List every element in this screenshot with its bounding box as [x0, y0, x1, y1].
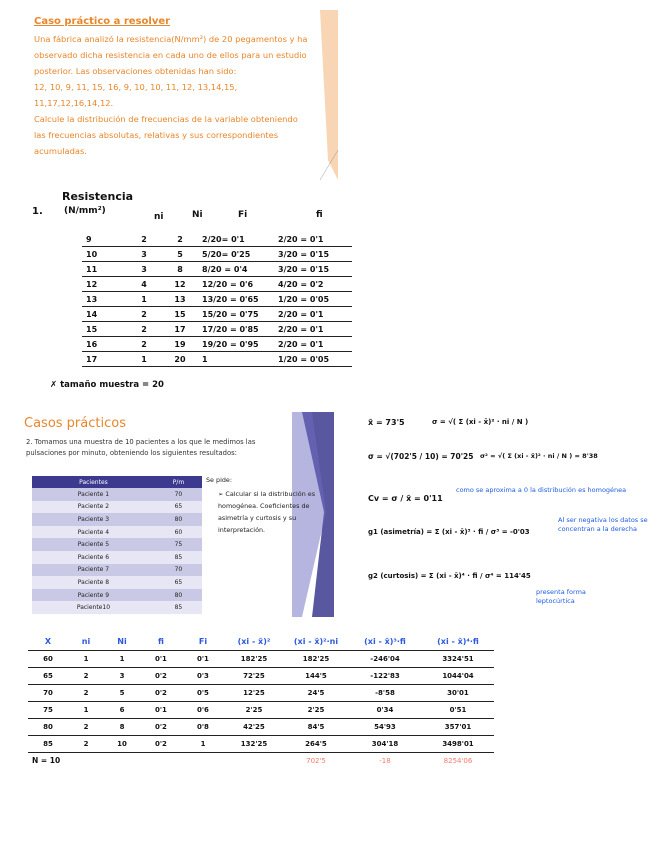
frequency-cell: 13/20 = 0'65 — [198, 292, 274, 307]
stat-cell: 0'6 — [182, 702, 224, 719]
stat-cell: 85 — [28, 736, 68, 753]
total-cell — [140, 753, 182, 770]
total-cell — [68, 753, 104, 770]
g1-formula: g1 (asimetría) = Σ (xi - x̄)³ · fi / σ³ = -0'03 — [368, 528, 530, 536]
stat-header: Fi — [182, 632, 224, 651]
stat-cell: 5 — [104, 685, 140, 702]
stat-cell: 182'25 — [284, 651, 348, 668]
patients-table — [32, 476, 202, 614]
patient-row — [32, 589, 202, 602]
slide1-line: posterior. Las observaciones obtenidas han sido: — [34, 66, 237, 76]
frequency-cell: 1/20 = 0'05 — [274, 292, 352, 307]
stat-cell: 24'5 — [284, 685, 348, 702]
stat-cell: 3 — [104, 668, 140, 685]
stat-cell: 264'5 — [284, 736, 348, 753]
frequency-cell: 19/20 = 0'95 — [198, 337, 274, 352]
frequency-cell: 11 — [82, 262, 126, 277]
pm-header: P/m — [155, 476, 202, 488]
stat-header: ni — [68, 632, 104, 651]
stat-cell: 0'3 — [182, 668, 224, 685]
frequency-cell: 2/20 = 0'1 — [274, 232, 352, 247]
stat-cell: 0'2 — [140, 685, 182, 702]
total-cell: 702'5 — [306, 757, 326, 765]
frequency-cell: 15 — [82, 322, 126, 337]
patient-name: Paciente10 — [32, 601, 155, 614]
patient-row — [32, 564, 202, 577]
stat-cell: 144'5 — [284, 668, 348, 685]
frequency-cell: 2 — [126, 322, 162, 337]
total-cell — [182, 753, 224, 770]
patient-pulse: 65 — [155, 576, 202, 589]
cv-formula: Cv = σ / x̄ = 0'11 — [368, 494, 443, 503]
stat-cell: 80 — [28, 719, 68, 736]
task-item: ➢ Calcular si la distribución es homogénea. Coeficientes de asimetría y curtosis y su interpretación. — [218, 490, 316, 534]
frequency-row — [82, 247, 352, 262]
stat-cell: 60 — [28, 651, 68, 668]
variable-label: Resistencia — [62, 190, 134, 203]
frequency-cell: 12 — [162, 277, 198, 292]
patient-row — [32, 576, 202, 589]
patient-row — [32, 601, 202, 614]
stat-cell: 54'93 — [348, 719, 422, 736]
stat-cell: 8 — [104, 719, 140, 736]
frequency-row — [82, 337, 352, 352]
patient-name: Paciente 5 — [32, 538, 155, 551]
stat-cell: 0'2 — [140, 719, 182, 736]
frequency-cell: 2 — [126, 307, 162, 322]
stat-cell: -8'58 — [348, 685, 422, 702]
stat-cell: 3324'51 — [422, 651, 494, 668]
frequency-row — [82, 277, 352, 292]
patient-name: Paciente 7 — [32, 564, 155, 577]
patient-name: Paciente 8 — [32, 576, 155, 589]
cv-note: como se aproxima a 0 la distribución es homogénea — [456, 486, 627, 494]
frequency-cell: 8 — [162, 262, 198, 277]
stat-cell: 0'2 — [140, 668, 182, 685]
total-cell — [104, 753, 140, 770]
sigma-alt: σ² = √( Σ (xi - x̄)² · ni / N ) = 8'38 — [480, 452, 598, 460]
slide2-intro: 2. Tomamos una muestra de 10 pacientes a los que le medimos las pulsaciones por minuto, obteniendo los siguientes resultados: — [26, 438, 256, 457]
n-label: N = 10 — [32, 756, 61, 765]
frequency-cell: 3/20 = 0'15 — [274, 262, 352, 277]
patient-pulse: 80 — [155, 513, 202, 526]
frequency-cell: 5 — [162, 247, 198, 262]
stat-cell: 72'25 — [224, 668, 284, 685]
stat-row — [28, 685, 494, 702]
patient-pulse: 85 — [155, 551, 202, 564]
g2-note: presenta forma leptocúrtica — [536, 588, 586, 605]
task-item-text: Calcular si la distribución es homogénea. Coeficientes de asimetría y curtosis y su interpretación. — [218, 490, 316, 534]
stat-header: Ni — [104, 632, 140, 651]
stat-cell: 0'5 — [182, 685, 224, 702]
frequency-cell: 2/20 = 0'1 — [274, 337, 352, 352]
stat-cell: 84'5 — [284, 719, 348, 736]
frequency-cell: 1 — [126, 292, 162, 307]
patient-pulse: 85 — [155, 601, 202, 614]
frequency-row — [82, 322, 352, 337]
patient-pulse: 60 — [155, 526, 202, 539]
stat-row — [28, 651, 494, 668]
sigma-calculation: σ = √(702'5 / 10) = 70'25 — [368, 452, 474, 461]
total-cell: 8254'06 — [443, 757, 473, 765]
patient-name: Paciente 3 — [32, 513, 155, 526]
frequency-cell: 5/20= 0'25 — [198, 247, 274, 262]
patient-row — [32, 513, 202, 526]
frequency-cell: 20 — [162, 352, 198, 367]
stat-cell: 2'25 — [284, 702, 348, 719]
frequency-cell: 2/20 = 0'1 — [274, 322, 352, 337]
frequency-row — [82, 292, 352, 307]
patient-pulse: 70 — [155, 488, 202, 501]
stat-cell: 357'01 — [422, 719, 494, 736]
frequency-cell: 2/20 = 0'1 — [274, 307, 352, 322]
stat-cell: 0'34 — [348, 702, 422, 719]
slide1-line: Calcule la distribución de frecuencias de la variable obteniendo — [34, 114, 298, 124]
handwritten-frequency-table — [20, 188, 380, 398]
frequency-cell: 3/20 = 0'15 — [274, 247, 352, 262]
patient-pulse: 70 — [155, 564, 202, 577]
item-number: 1. — [32, 206, 43, 217]
task-list — [206, 474, 316, 536]
slide1-line: observado dicha resistencia en cada uno de ellos para un estudio — [34, 50, 307, 60]
stat-cell: 70 — [28, 685, 68, 702]
frequency-cell: 13 — [162, 292, 198, 307]
slide1-line: 11,17,12,16,14,12. — [34, 98, 114, 108]
g1-note: Al ser negativa los datos se concentran a la derecha — [558, 516, 648, 533]
frequency-cell: 13 — [82, 292, 126, 307]
stat-row — [28, 668, 494, 685]
frequency-cell: 1/20 = 0'05 — [274, 352, 352, 367]
stat-cell: 3498'01 — [422, 736, 494, 753]
stat-cell: 12'25 — [224, 685, 284, 702]
stat-cell: 304'18 — [348, 736, 422, 753]
stat-cell: 0'1 — [182, 651, 224, 668]
slide1-text — [34, 31, 330, 159]
frequency-cell: 17/20 = 0'85 — [198, 322, 274, 337]
stat-cell: 132'25 — [224, 736, 284, 753]
frequency-cell: 14 — [82, 307, 126, 322]
stat-cell: 2 — [68, 668, 104, 685]
stat-cell: 75 — [28, 702, 68, 719]
slide1-line: acumuladas. — [34, 146, 87, 156]
frequency-cell: 12 — [82, 277, 126, 292]
stat-cell: 0'1 — [140, 651, 182, 668]
totals-row — [28, 753, 494, 770]
stat-header: (xi - x̄)² — [224, 632, 284, 651]
frequency-cell: 3 — [126, 262, 162, 277]
frequency-cell: 10 — [82, 247, 126, 262]
handwritten-statistics-table — [28, 632, 498, 765]
sample-size-text: tamaño muestra = 20 — [60, 380, 164, 390]
patient-row — [32, 501, 202, 514]
frequency-cell: 4 — [126, 277, 162, 292]
frequency-cell: 3 — [126, 247, 162, 262]
stat-row — [28, 736, 494, 753]
stat-cell: 2 — [68, 736, 104, 753]
stat-cell: 1 — [68, 651, 104, 668]
frequency-cell: 2/20= 0'1 — [198, 232, 274, 247]
slide2-title: Casos prácticos — [24, 416, 126, 431]
patient-pulse: 75 — [155, 538, 202, 551]
stat-cell: 1044'04 — [422, 668, 494, 685]
frequency-cell: 15/20 = 0'75 — [198, 307, 274, 322]
patient-name: Paciente 6 — [32, 551, 155, 564]
stat-header: X — [28, 632, 68, 651]
sample-size-note: ✗ tamaño muestra = 20 — [50, 380, 164, 390]
frequency-table — [82, 232, 352, 367]
patient-pulse: 65 — [155, 501, 202, 514]
stat-cell: 10 — [104, 736, 140, 753]
stat-cell: 30'01 — [422, 685, 494, 702]
frequency-cell: 4/20 = 0'2 — [274, 277, 352, 292]
patient-name: Paciente 4 — [32, 526, 155, 539]
stat-cell: 2 — [68, 685, 104, 702]
slide1-line: las frecuencias absolutas, relativas y sus correspondientes — [34, 130, 279, 140]
frequency-cell: 2 — [126, 337, 162, 352]
frequency-cell: 1 — [198, 352, 274, 367]
stat-cell: 65 — [28, 668, 68, 685]
frequency-cell: 1 — [126, 352, 162, 367]
stat-cell: 1 — [68, 702, 104, 719]
stat-cell: 2'25 — [224, 702, 284, 719]
g2-formula: g2 (curtosis) = Σ (xi - x̄)⁴ · fi / σ⁴ = 114'45 — [368, 572, 531, 580]
header-Ni: Ni — [192, 210, 203, 220]
stat-cell: 1 — [182, 736, 224, 753]
frequency-cell: 15 — [162, 307, 198, 322]
slide1-line: Una fábrica analizó la resistencia(N/mm²) de 20 pegamentos y ha — [34, 34, 308, 44]
header-ni: ni — [154, 212, 164, 222]
stat-cell: 6 — [104, 702, 140, 719]
patient-pulse: 80 — [155, 589, 202, 602]
frequency-cell: 2 — [162, 232, 198, 247]
stat-row — [28, 702, 494, 719]
frequency-cell: 17 — [82, 352, 126, 367]
stat-cell: 0'1 — [140, 702, 182, 719]
sigma-definition: σ = √( Σ (xi - x̄)² · ni / N ) — [432, 418, 529, 426]
variable-unit: (N/mm²) — [64, 206, 106, 216]
patients-header: Pacientes — [32, 476, 155, 488]
header-Fi: Fi — [238, 210, 248, 220]
handwritten-formulas — [360, 412, 650, 622]
frequency-row — [82, 307, 352, 322]
frequency-cell: 17 — [162, 322, 198, 337]
stat-header: (xi - x̄)³·fi — [348, 632, 422, 651]
stat-cell: 0'2 — [140, 736, 182, 753]
frequency-cell: 16 — [82, 337, 126, 352]
stat-cell: 182'25 — [224, 651, 284, 668]
frequency-cell: 2 — [126, 232, 162, 247]
patient-name: Paciente 2 — [32, 501, 155, 514]
frequency-row — [82, 352, 352, 367]
header-fi: fi — [316, 210, 323, 220]
statistics-table — [28, 632, 494, 769]
stat-cell: 0'51 — [422, 702, 494, 719]
frequency-cell: 8/20 = 0'4 — [198, 262, 274, 277]
slide-caso-practico — [28, 10, 338, 180]
slide1-line: 12, 10, 9, 11, 15, 16, 9, 10, 10, 11, 12, 13,14,15, — [34, 82, 238, 92]
patient-row — [32, 551, 202, 564]
slide-casos-practicos — [22, 412, 334, 617]
mean-formula: x̄ = 73'5 — [368, 418, 405, 427]
frequency-cell: 9 — [82, 232, 126, 247]
stat-cell: -122'83 — [348, 668, 422, 685]
patient-row — [32, 488, 202, 501]
stat-cell: 0'8 — [182, 719, 224, 736]
frequency-row — [82, 262, 352, 277]
patient-row — [32, 526, 202, 539]
task-title: Se pide: — [206, 476, 232, 484]
slide1-decoration — [320, 10, 338, 180]
frequency-cell: 19 — [162, 337, 198, 352]
patient-row — [32, 538, 202, 551]
frequency-row — [82, 232, 352, 247]
total-cell — [224, 753, 284, 770]
stat-cell: 1 — [104, 651, 140, 668]
stat-header: (xi - x̄)²·ni — [284, 632, 348, 651]
stat-cell: -246'04 — [348, 651, 422, 668]
slide1-title: Caso práctico a resolver — [34, 16, 171, 27]
patient-name: Paciente 1 — [32, 488, 155, 501]
stat-header: (xi - x̄)⁴·fi — [422, 632, 494, 651]
stat-cell: 2 — [68, 719, 104, 736]
stat-header: fi — [140, 632, 182, 651]
stat-cell: 42'25 — [224, 719, 284, 736]
patient-name: Paciente 9 — [32, 589, 155, 602]
stat-row — [28, 719, 494, 736]
frequency-cell: 12/20 = 0'6 — [198, 277, 274, 292]
total-cell: -18 — [379, 757, 391, 765]
